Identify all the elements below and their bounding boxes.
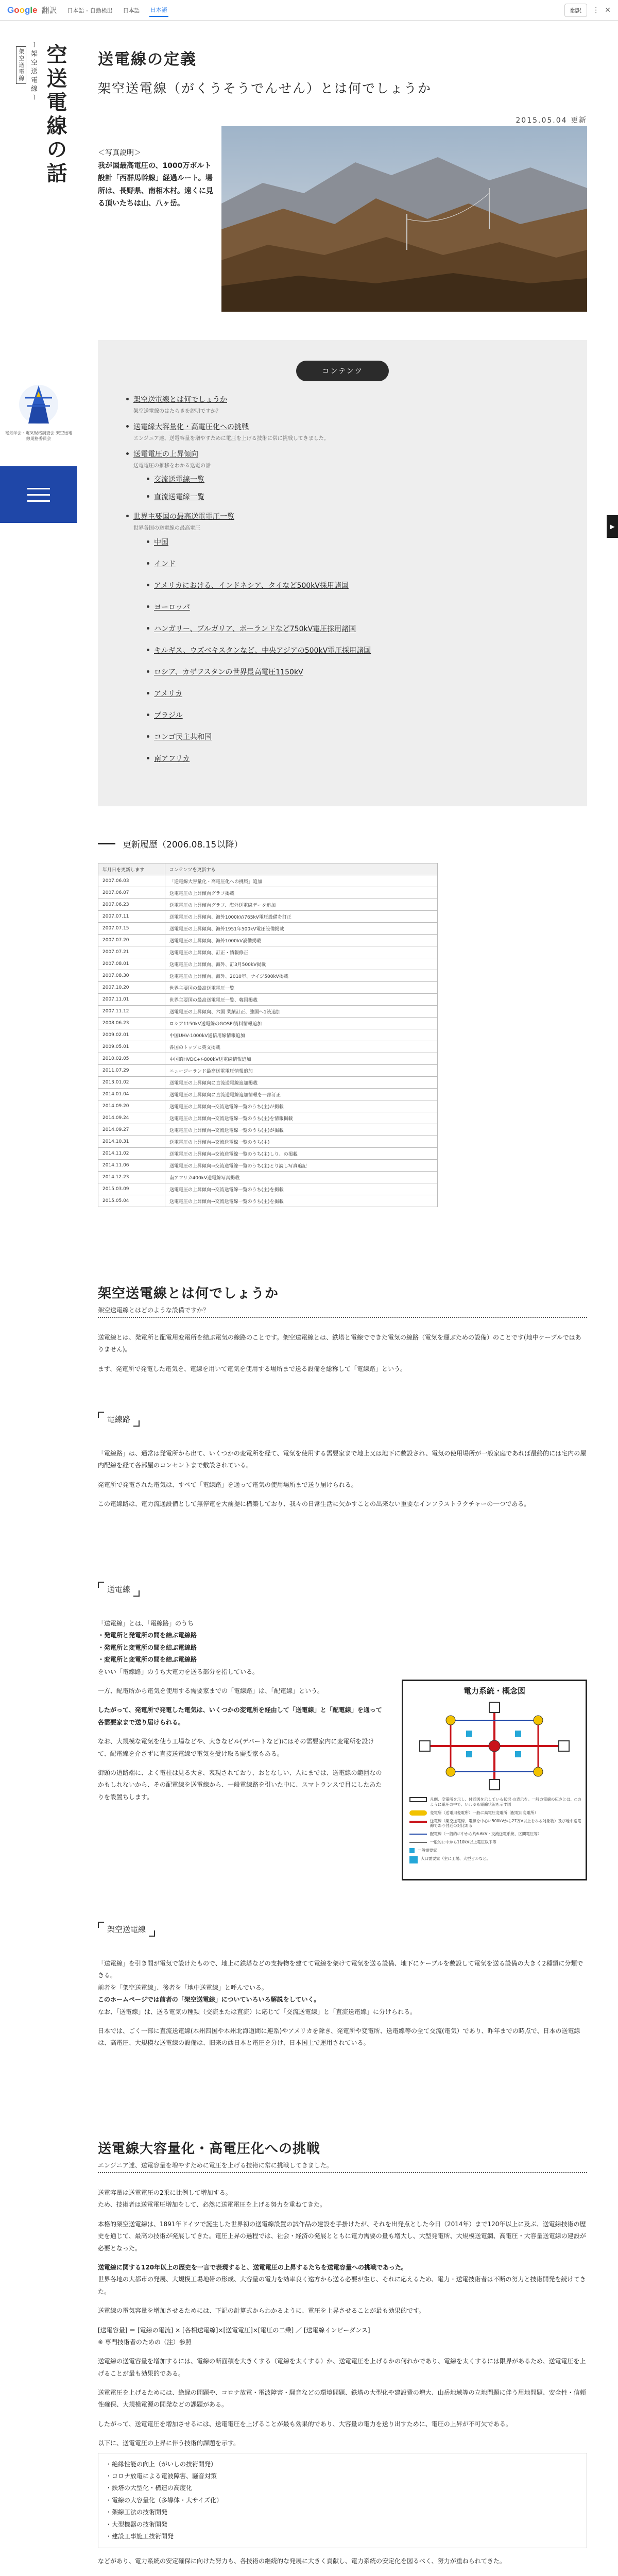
section2-title: 送電線大容量化・高電圧化への挑戦 <box>98 2141 321 2157</box>
toc-link[interactable]: 直流送電線一覧 <box>154 493 204 501</box>
paragraph: 「電線路」は、通常は発電所から出て、いくつかの変電所を経て、電気を使用する需要家まで地上又は地下に敷設され、電気の使用場所が一般家庭であれば最終的には宅内の屋内配線を経て各部屋のコンセントまで敷設されている。 <box>98 1450 587 1469</box>
google-logo: Google <box>7 5 38 15</box>
toc-link[interactable]: キルギス、ウズベキスタンなど、中央アジアの500kV電圧採用諸国 <box>154 647 371 655</box>
page-subtitle: 架空送電線（がくうそうでんせん）とは何でしょうか <box>98 81 432 96</box>
table-row <box>98 1053 438 1065</box>
subheading-kakuu: 架空送電線 <box>98 1922 155 1937</box>
table-header-cell: コンテンツを更新する <box>165 863 438 875</box>
paragraph: なお、大規模な電気を使う工場などや、大きなビル(デパートなど)にはその需要家内に変電所を設けて、配電線を介さずに直接送電線で電気を受け取る需要家もある。 <box>98 1738 374 1757</box>
section1-sodensen <box>98 1618 386 1810</box>
section1-title: 架空送電線とは何でしょうか <box>98 1286 279 1301</box>
legend-row <box>409 1832 582 1837</box>
table-row <box>98 1112 438 1124</box>
list-item: ・絶縁性能の向上（がいしの技術開発） <box>106 2460 217 2468</box>
history-date-cell: 2014.09.27 <box>98 1124 165 1136</box>
history-content-cell: 送電電圧の上昇傾向に直流送電線追加掲載 <box>165 1077 438 1089</box>
paragraph: 「送電線」とは、「電線路」のうち <box>98 1620 194 1627</box>
logo-small-text: 架空送電線 <box>16 46 26 84</box>
history-date-cell: 2007.06.03 <box>98 875 165 887</box>
history-date-cell: 2014.01.04 <box>98 1089 165 1100</box>
table-row <box>98 958 438 970</box>
update-date: 2015.05.04 更新 <box>516 116 587 125</box>
more-icon[interactable]: ⋮ <box>592 6 600 14</box>
history-table <box>98 863 438 1207</box>
paragraph: このホームページでは前者の「架空送電線」についていろいろ解説をしていく。 <box>98 1996 320 2004</box>
table-row <box>98 899 438 911</box>
table-row <box>98 935 438 946</box>
toc-country <box>133 726 569 748</box>
history-date-cell: 2014.10.31 <box>98 1136 165 1148</box>
list-item: ・架線工法の技術開発 <box>106 2509 168 2516</box>
legend-swatch <box>409 1797 427 1802</box>
toc-country <box>133 704 569 726</box>
paragraph: 送電線とは、発電所と配電用変電所を結ぶ電気の線路のことです。架空送電線とは、鉄塔と電線でできた電気の線路（電気を運ぶための設備）のことです(地中ケーブルではありません)。 <box>98 1334 581 1353</box>
legend-text: 凡例、変電所を示し、付近図を示している状況 の表示を。一般の電線の広さとは、○のように電圧の中で、いわゆる電線状況を示す図 <box>430 1797 581 1807</box>
paragraph: この電線路は、電力流通設備として無停電を大前提に構築しており、我々の日常生活に欠かすことの出来ない重要なインフラストラクチャーの一つである。 <box>98 1500 530 1508</box>
toc-country <box>133 596 569 618</box>
history-date-cell: 2008.06.23 <box>98 1018 165 1029</box>
table-row <box>98 1195 438 1207</box>
contents-button[interactable]: コンテンツ <box>296 361 389 381</box>
translate-word: 翻訳 <box>41 6 57 15</box>
paragraph: 世界各地の大都市の発展、大規模工場地帯の形成、大容量の電力を効率良く遠方から送る必要が生じ、それに応えるため、電力・送電技術者は不断の努力と技術開発を続けてきた。 <box>98 2276 586 2295</box>
list-item: ・電線の大容量化（多導体・大サイズ化） <box>106 2496 223 2504</box>
history-date-cell: 2014.09.20 <box>98 1100 165 1112</box>
toc-desc: 架空送電線のはたらきを説明ですか？ <box>133 409 221 414</box>
lang-target[interactable]: 日本語 <box>149 4 168 17</box>
association-text: 電気学会・電気規格調査会 架空送電線規格委員会 <box>5 431 73 442</box>
toc-country <box>133 531 569 553</box>
toc-link[interactable]: ロシア、カザフスタンの世界最高電圧1150kV <box>154 668 303 676</box>
section1-kakuu <box>98 1958 587 2057</box>
toc-link[interactable]: 送電線大容量化・高電圧化への挑戦 <box>133 423 249 431</box>
toc-link[interactable]: 交流送電線一覧 <box>154 476 204 484</box>
history-date-cell: 2014.12.23 <box>98 1172 165 1183</box>
toc-country <box>133 639 569 661</box>
power-system-diagram <box>402 1680 587 1880</box>
history-content-cell: 送電電圧の上昇傾向、六国 業績訂正、強国へ1統追加 <box>165 1006 438 1018</box>
history-date-cell: 2010.02.05 <box>98 1053 165 1065</box>
legend-row <box>409 1840 582 1845</box>
toc-desc: エンジニア達、送電容量を増やすために電圧を上げる技術に常に挑戦してきました。 <box>133 436 329 442</box>
page-title: 送電線の定義 <box>98 50 197 69</box>
paragraph: 日本では、ごく一部に直流送電線(本州四国や本州北海道間に連系)やアメリカを除き、発電所や変電所、送電線等の全て交流(電気）であり、昨年までの時点で、日本の送電線は、高電圧、大規模な送電線の設備は、旧来の西日本と電圧を分け、日本国土で運用されている。 <box>98 2027 580 2047</box>
menu-button[interactable] <box>0 466 77 523</box>
table-row <box>98 1100 438 1112</box>
paragraph: などがあり、電力系統の安定確保に向けた努力も、各技術の継続的な発展に大きく貢献し、電力系統の安定化を図るべく、努力が重ねられてきた。 <box>98 2557 506 2565</box>
hero-photo <box>221 126 587 312</box>
bullet-item: ・変電所と変電所の間を結ぶ電線路 <box>98 1656 197 1664</box>
legend-row <box>409 1810 582 1816</box>
legend-swatch <box>409 1856 418 1863</box>
legend-row <box>409 1797 582 1807</box>
toc-country <box>133 683 569 704</box>
paragraph: 送電線に関する120年以上の歴史を一言で表現すると、送電電圧の上昇するたちを送電容量への挑戦であった。 <box>98 2263 407 2271</box>
history-content-cell: 送電電圧の上昇傾向グラフ、海外送電線データ追加 <box>165 899 438 911</box>
dotted-divider <box>98 1317 587 1318</box>
history-date-cell: 2007.06.07 <box>98 887 165 899</box>
history-content-cell: 送電電圧の上昇傾向、海外、2010年、ナイジ500kV掲載 <box>165 970 438 982</box>
history-content-cell: 世界主要国の最高送電電圧一覧 <box>165 982 438 994</box>
toc-link[interactable]: 送電電圧の上昇傾向 <box>133 450 198 459</box>
legend-row <box>409 1856 582 1863</box>
history-date-cell: 2009.02.01 <box>98 1029 165 1041</box>
toc-country <box>133 618 569 639</box>
toc-subitem <box>133 492 569 504</box>
formula: [送電容量] ＝ [電線の電流] × [各相送電線]×[送電電圧]×[電圧の二乗] ／ [送電線インピーダンス] <box>98 2326 370 2334</box>
toc-link[interactable]: アメリカ <box>154 690 183 698</box>
history-content-cell: ロシア1150kV送電線のGOSPI資料情報追加 <box>165 1018 438 1029</box>
table-row <box>98 1148 438 1160</box>
table-row <box>98 1018 438 1029</box>
lang-option[interactable]: 日本語 <box>123 7 140 14</box>
paragraph: 送電容量は送電電圧の2乗に比例して増加する。 <box>98 2189 232 2196</box>
toc-desc: 世界各国の送電線の最高電圧 <box>133 526 200 531</box>
table-row <box>98 887 438 899</box>
section2-sub: エンジニア達、送電容量を増やすために電圧を上げる技術に常に挑戦してきました。 <box>98 2162 333 2169</box>
diagram-legend <box>409 1797 582 1867</box>
contents-box <box>98 340 587 806</box>
history-content-cell: 送電電圧の上昇傾向→交流送電線一覧のうち(主)を掲載 <box>165 1183 438 1195</box>
toc-link[interactable]: コンゴ民主共和国 <box>154 733 212 741</box>
history-content-cell: 送電電圧の上昇傾向、海外、訂3月500kV掲載 <box>165 958 438 970</box>
close-icon[interactable]: ✕ <box>605 6 611 14</box>
table-of-contents <box>126 394 569 776</box>
table-header-row <box>98 863 438 875</box>
paragraph: 送電電圧を上げるためには、絶縁の問題や、コロナ放電・電波障害・騒音などの環境問題、鉄塔の大型化や建設費の増大、山岳地域等の立地問題に伴う用地問題、安全性・信頼性確保、大規模電源の開発などの課題がある。 <box>98 2389 586 2409</box>
section2-body <box>98 2187 587 2576</box>
paragraph: したがって、発電所で発電した電気は、いくつかの変電所を経由して「送電線」と「配電線」を通って各需要家まで送り届けられる。 <box>98 1706 382 1726</box>
legend-text: 大口需要家（主に工場、大型ビルなど。 <box>421 1856 490 1861</box>
menu-bar-icon <box>27 488 50 489</box>
toc-item <box>126 394 569 414</box>
history-content-cell: 送電電圧の上昇傾向→交流送電線一覧のうち(主)を掲載 <box>165 1195 438 1207</box>
toc-link[interactable]: 世界主要国の最高送電電圧一覧 <box>133 513 234 521</box>
table-row <box>98 1006 438 1018</box>
history-date-cell: 2007.08.30 <box>98 970 165 982</box>
toc-country <box>133 553 569 574</box>
history-content-cell: 南アフリカ400kV送電線写真掲載 <box>165 1172 438 1183</box>
challenge-list <box>98 2453 587 2549</box>
section1-sub: 架空送電線とはどのような設備ですか？ <box>98 1307 210 1314</box>
toc-country <box>133 748 569 769</box>
toc-link[interactable]: ハンガリー、ブルガリア、ボーランドなど750kV電圧採用諸国 <box>154 625 356 633</box>
table-row <box>98 946 438 958</box>
history-content-cell: 「送電線大容量化・高電圧化への挑戦」追加 <box>165 875 438 887</box>
paragraph: 送電線の送電容量を増加するには、電線の断面積を大きくする（電線を太くする）か、送電電圧を上げるかの何れかであり、電線を太くするには限界があるため、送電電圧を上げることが最も効果的である。 <box>98 2358 586 2377</box>
toc-subitem <box>133 474 569 486</box>
paragraph: 一方、配電所から電気を使用する需要家までの「電線路」は、「配電線」という。 <box>98 1687 324 1694</box>
history-date-cell: 2007.07.11 <box>98 911 165 923</box>
toc-link[interactable]: 南アフリカ <box>154 755 190 763</box>
site-logo[interactable] <box>13 31 67 196</box>
toc-link[interactable]: 中国 <box>154 538 168 547</box>
history-date-cell: 2007.11.12 <box>98 1006 165 1018</box>
formula-note: ※ 専門技術者のための（注）参照 <box>98 2338 192 2346</box>
history-date-cell: 2009.05.01 <box>98 1041 165 1053</box>
history-date-cell: 2013.01.02 <box>98 1077 165 1089</box>
history-content-cell: 送電電圧の上昇傾向→交流送電線一覧のうち(主) <box>165 1136 438 1148</box>
paragraph: 本格的架空送電線は、1891年ドイツで誕生した世界初の送電線設置の試作品の建設を手掛けたが、それを出発点とした今日（2014年）まで120年以上に及ぶ、送電線技術の歴史を通じて、最高の技術が発展してきた。電圧上昇の過程では、社会・経済の発展とともに電力需要の量も増大し、大型発電所、大規模送電網、高電圧・大容量送電線の建設が必要となった。 <box>98 2220 586 2252</box>
history-content-cell: 送電電圧の上昇傾向、訂正・情報修正 <box>165 946 438 958</box>
legend-row <box>409 1819 582 1829</box>
legend-swatch <box>409 1821 427 1823</box>
legend-text: 配電線（一般的に中から約6.6kV・交流送電系統、区間電圧等） <box>430 1832 542 1836</box>
toc-link[interactable]: アメリカにおける、インドネシア、タイなど500kV採用諸国 <box>154 582 349 590</box>
paragraph: 送電線の電気容量を増加させるためには、下記の計算式からわかるように、電圧を上昇させることが最も効果的です。 <box>98 2307 425 2315</box>
paragraph: 発電所で発電された電気は、すべて「電線路」を通って電気の使用場所まで送り届けられる。 <box>98 1481 357 1488</box>
table-row <box>98 1089 438 1100</box>
history-content-cell: 送電電圧の上昇傾向に直流送電線追加情報を一部訂正 <box>165 1089 438 1100</box>
logo-big-text: 空送電線の話 <box>43 44 67 186</box>
paragraph: 街頭の道路端に、よく電柱は見る大き、表現されており、おとなしい、人にまでは、送電線の範囲なのかもしれないから、その配電線を送電線から、一般電線路を引いた中に、スマトランスで目にしたあたりを設置ちします。 <box>98 1769 382 1801</box>
legend-swatch <box>409 1848 415 1853</box>
sidebar <box>0 21 77 2576</box>
legend-text: 変電所（送電用変電所）一般に高電圧変電所（配電用変電所） <box>430 1810 538 1815</box>
history-content-cell: 送電電圧の上昇傾向→交流送電線一覧のうち(主)が掲載 <box>165 1124 438 1136</box>
list-item: ・大型機器の技術開発 <box>106 2520 168 2528</box>
paragraph: まず、発電所で発電した電気を、電線を用いて電気を使用する場所まで送る設備を総称して「電線路」という。 <box>98 1365 407 1372</box>
history-date-cell: 2015.03.09 <box>98 1183 165 1195</box>
table-row <box>98 1124 438 1136</box>
section1-denrosen <box>98 1448 587 1518</box>
history-content-cell: 送電電圧の上昇傾向、海外1000kV/765kV電圧設備を訂正 <box>165 911 438 923</box>
toc-country <box>133 661 569 683</box>
legend-row <box>409 1848 582 1853</box>
history-content-cell: 送電電圧の上昇傾向グラフ掲載 <box>165 887 438 899</box>
history-date-cell: 2014.11.06 <box>98 1160 165 1172</box>
menu-bar-icon <box>27 500 50 502</box>
history-content-cell: 送電電圧の上昇傾向→交流送電線一覧のうち(主)とり読し写真追記 <box>165 1160 438 1172</box>
dotted-divider <box>98 2172 587 2173</box>
history-content-cell: 中国的HVDC+/-800kV送電線情報追加 <box>165 1053 438 1065</box>
paragraph: なお、「送電線」は、送る電気の種類（交流または直流）に応じて「交流送電線」と「直流送電線」に分けられる。 <box>98 2008 417 2015</box>
history-content-cell: 送電電圧の上昇傾向→交流送電線一覧のうち(主)が掲載 <box>165 1100 438 1112</box>
history-content-cell: ニュージーランド最高送電電圧情報追加 <box>165 1065 438 1077</box>
history-content-cell: 送電電圧の上昇傾向、海外1951年500kV電圧設備掲載 <box>165 923 438 935</box>
paragraph: したがって、送電電圧を増加させるには、送電電圧を上げることが最も効果的であり、大容量の電力を送り出すために、電圧の上昇が不可欠である。 <box>98 2420 512 2428</box>
translate-button[interactable]: 翻訳 <box>564 4 587 17</box>
legend-text: 一般需要家 <box>418 1848 437 1853</box>
history-content-cell: 送電電圧の上昇傾向→交流送電線一覧のうち(主)しり、の掲載 <box>165 1148 438 1160</box>
toc-link[interactable]: 架空送電線とは何でしょうか <box>133 396 227 404</box>
caption-text: 我が国最高電圧の、1000万ボルト設計「西群馬幹線」経過ルート。場所は、長野県、南相木村。遠くに見る頂いたちは山、八ヶ岳。 <box>98 161 213 208</box>
history-date-cell: 2007.07.21 <box>98 946 165 958</box>
table-row <box>98 923 438 935</box>
subheading-denrosen: 電線路 <box>98 1412 140 1427</box>
table-header-cell: 年月日を更新します <box>98 863 165 875</box>
history-table-body <box>98 875 438 1207</box>
history-content-cell: 送電電圧の上昇傾向→交流送電線一覧のうち(主)を情報掲載 <box>165 1112 438 1124</box>
lang-source[interactable]: 日本語 - 自動検出 <box>67 7 113 14</box>
history-date-cell: 2007.06.23 <box>98 899 165 911</box>
list-item: ・コロナ放電による電波障害、騒音対策 <box>106 2472 217 2480</box>
table-row <box>98 1077 438 1089</box>
caption-label: ＜写真説明＞ <box>98 149 141 157</box>
menu-bar-icon <box>27 494 50 496</box>
toc-item <box>126 449 569 504</box>
toc-item <box>126 421 569 442</box>
title-bar <box>98 843 115 844</box>
pylon-icon <box>18 381 59 430</box>
table-row <box>98 1041 438 1053</box>
legend-swatch <box>409 1842 427 1843</box>
toc-item <box>126 511 569 769</box>
scroll-arrow-icon[interactable]: ▶ <box>607 515 618 538</box>
photo-caption <box>98 147 214 210</box>
list-item: ・建設工事施工技術開発 <box>106 2532 174 2540</box>
table-row <box>98 1183 438 1195</box>
paragraph: 以下に、送電電圧の上昇に伴う技術的課題を示す。 <box>98 2439 240 2447</box>
table-row <box>98 970 438 982</box>
legend-text: 一般的に中から110kV以上電圧以下等 <box>430 1839 496 1844</box>
bullet-item: ・発電所と変電所の間を結ぶ電線路 <box>98 1643 197 1651</box>
history-date-cell: 2007.07.15 <box>98 923 165 935</box>
paragraph: をいい「電線路」のうち大電力を送る部分を指している。 <box>98 1668 259 1675</box>
paragraph: 前者を「架空送電線」、後者を「地中送電線」と呼んでいる。 <box>98 1984 268 1991</box>
table-row <box>98 1160 438 1172</box>
toc-link[interactable]: インド <box>154 560 176 568</box>
table-row <box>98 1172 438 1183</box>
list-item: ・鉄塔の大型化・構造の高度化 <box>106 2484 193 2492</box>
history-date-cell: 2014.11.02 <box>98 1148 165 1160</box>
table-row <box>98 911 438 923</box>
table-row <box>98 875 438 887</box>
history-content-cell: 各国のトップに英文掲載 <box>165 1041 438 1053</box>
toc-link[interactable]: ヨーロッパ <box>154 603 190 612</box>
history-date-cell: 2007.07.20 <box>98 935 165 946</box>
toc-link[interactable]: ブラジル <box>154 711 183 720</box>
history-date-cell: 2007.10.20 <box>98 982 165 994</box>
history-title <box>98 837 243 850</box>
subheading-sodensen: 送電線 <box>98 1582 140 1597</box>
table-row <box>98 1065 438 1077</box>
history-date-cell: 2015.05.04 <box>98 1195 165 1207</box>
legend-swatch <box>409 1834 427 1835</box>
paragraph: 「送電線」を引き間が電気で設けたもので、地上に鉄塔などの支持物を建てて電線を架けて電気を送る設備、地下にケーブルを敷設して電気を送る設備の大きく2種類に分類できる。 <box>98 1960 583 1979</box>
legend-text: 送電線（架空送電線、電線を中心に500kVから27万V以上をみる対象物）及び地中送電線であり付近の対比ある <box>430 1818 581 1828</box>
toc-desc: 送電電圧の推移をわかる送電の話 <box>133 463 211 469</box>
logo-mid-text: ー架空送電線ー <box>29 41 37 103</box>
legend-swatch <box>409 1810 427 1816</box>
history-date-cell: 2011.07.29 <box>98 1065 165 1077</box>
history-title-text: 更新履歴（2006.08.15以降） <box>123 840 243 850</box>
history-date-cell: 2014.09.24 <box>98 1112 165 1124</box>
section1-intro <box>98 1332 587 1382</box>
history-content-cell: 送電電圧の上昇傾向、海外1000kV設備掲載 <box>165 935 438 946</box>
paragraph: ため、技術者は送電電圧増加をして、必然に送電電圧を上げる努力を重ねてきた。 <box>98 2201 326 2209</box>
toc-country <box>133 574 569 596</box>
bullet-item: ・発電所と発電所の間を結ぶ電線路 <box>98 1632 197 1639</box>
table-row <box>98 1136 438 1148</box>
translate-bar <box>0 0 618 21</box>
history-date-cell: 2007.08.01 <box>98 958 165 970</box>
table-row <box>98 1029 438 1041</box>
history-content-cell: 中国UHV-1000kV通信用線情報追加 <box>165 1029 438 1041</box>
table-row <box>98 982 438 994</box>
history-date-cell: 2007.11.01 <box>98 994 165 1006</box>
diagram-title: 電力系統・概念図 <box>463 1686 525 1696</box>
table-row <box>98 994 438 1006</box>
diagram-graphic <box>409 1700 579 1792</box>
history-content-cell: 世界主要国の最高送電電圧一覧、韓国掲載 <box>165 994 438 1006</box>
